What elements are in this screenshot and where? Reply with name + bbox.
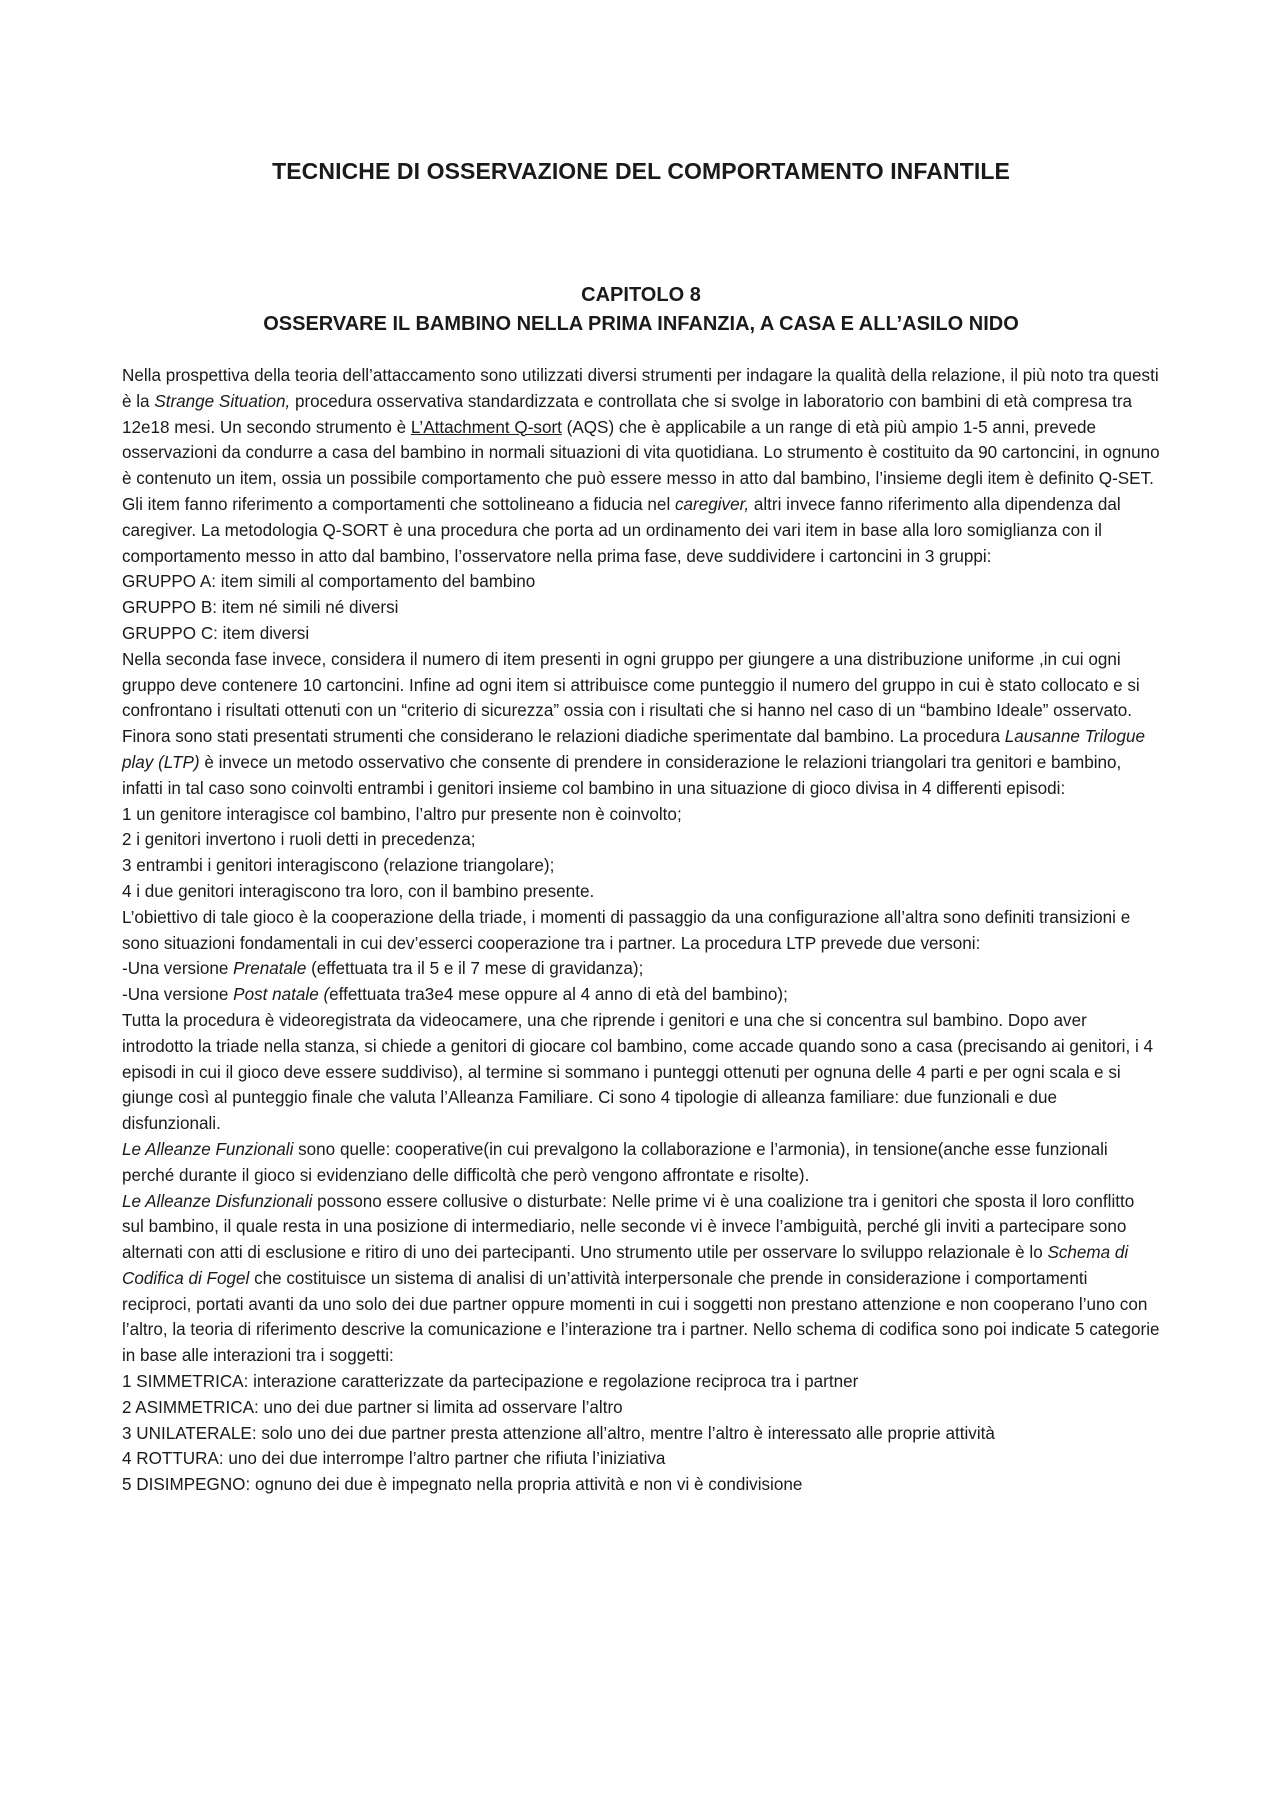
category-item: 4 ROTTURA: uno dei due interrompe l’altro partner che rifiuta l’iniziativa bbox=[122, 1449, 666, 1469]
text-run: -Una versione bbox=[122, 985, 234, 1005]
text-run: (effettuata tra il 5 e il 7 mese di gravidanza); bbox=[306, 959, 644, 979]
body-text bbox=[122, 363, 1160, 1498]
text-run: Nella prospettiva della teoria dell’attaccamento sono utilizzati diversi strumenti per indagare la qualità della relazione, il più noto tra questi è la bbox=[122, 366, 1159, 411]
text-run: Nella seconda fase invece, considera il numero di item presenti in ogni gruppo per giungere a una distribuzione uniforme ,in cui ogni gruppo deve contenere 10 cartoncini. Infine ad ogni item si attribuisce come punteggio il numero del gruppo in cui è stato collocato e si confrontano i risultati ottenuti con un “criterio di sicurezza” ossia con i risultati che si hanno nel caso di un “bambino Ideale” osservato. Finora sono stati presentati strumenti che considerano le relazioni diadiche sperimentate dal bambino. La procedura bbox=[122, 649, 1140, 747]
paragraph-procedure: Tutta la procedura è videoregistrata da videocamere, una che riprende i genitori e una che si concentra sul bambino. Dopo aver introdotto la triade nella stanza, si chiede a genitori di giocare col bambino, come accade quando sono a casa (precisando ai genitori, i 4 episodi in cui il gioco deve essere suddiviso), al termine si sommano i punteggi ottenuti per ognuna delle 4 parti e per ogni scala e si giunge così al punteggio finale che valuta l’Alleanza Familiare. Ci sono 4 tipologie di alleanza familiare: due funzionali e due disfunzionali. bbox=[122, 1010, 1154, 1134]
version-postnatal bbox=[122, 982, 1160, 1008]
group-item: GRUPPO C: item diversi bbox=[122, 623, 310, 643]
paragraph-functional-alliances bbox=[122, 1137, 1160, 1189]
chapter-heading bbox=[122, 281, 1160, 339]
italic-alleanze-disfunzionali: Le Alleanze Disfunzionali bbox=[122, 1191, 313, 1211]
episode-item: 2 i genitori invertono i ruoli detti in precedenza; bbox=[122, 830, 476, 850]
group-item: GRUPPO B: item né simili né diversi bbox=[122, 598, 399, 618]
italic-strange-situation: Strange Situation, bbox=[154, 391, 291, 411]
italic-prenatale: Prenatale bbox=[233, 959, 307, 979]
chapter-title: OSSERVARE IL BAMBINO NELLA PRIMA INFANZIA, A CASA E ALL’ASILO NIDO bbox=[263, 313, 1019, 335]
category-item: 1 SIMMETRICA: interazione caratterizzate da partecipazione e regolazione reciproca tra i partner bbox=[122, 1372, 859, 1392]
text-run: sono quelle: cooperative(in cui prevalgono la collaborazione e l’armonia), in tensione(anche esse funzionali perché durante il gioco si evidenziano delle difficoltà che però vengono affrontate e risolte). bbox=[122, 1139, 1108, 1185]
paragraph-dysfunctional-alliances bbox=[122, 1189, 1160, 1370]
group-item: GRUPPO A: item simili al comportamento del bambino bbox=[122, 572, 536, 592]
italic-alleanze-funzionali: Le Alleanze Funzionali bbox=[122, 1139, 294, 1159]
text-run: procedura osservativa standardizzata e controllata che si svolge in laboratorio con bambini di età compresa tra 12e18 mesi. Un secondo strumento è bbox=[122, 391, 1133, 437]
text-run: altri invece fanno riferimento alla dipendenza dal caregiver. La metodologia Q-SORT è una procedura che porta ad un ordinamento dei vari item in base alla loro somiglianza con il comportamento messo in atto dal bambino, l’osservatore nella prima fase, deve suddividere i cartoncini in 3 gruppi: bbox=[122, 494, 1121, 566]
text-run: è invece un metodo osservativo che consente di prendere in considerazione le relazioni triangolari tra genitori e bambino, infatti in tal caso sono coinvolti entrambi i genitori insieme col bambino in una situazione di gioco divisa in 4 differenti episodi: bbox=[122, 752, 1122, 798]
italic-lausanne-trilogue-play: Lausanne Trilogue play (LTP) bbox=[122, 727, 1146, 772]
text-run: che costituisce un sistema di analisi di un’attività interpersonale che prende in considerazione i comportamenti reciproci, portati avanti da uno solo dei due partner oppure momenti in cui i soggetti non prestano attenzione e non cooperano l’uno con l’altro, la teoria di riferimento descrive la comunicazione e l’interazione tra i partner. Nello schema di codifica sono poi indicate 5 categorie in base alle interazioni tra i soggetti: bbox=[122, 1268, 1160, 1366]
version-prenatal bbox=[122, 956, 1160, 982]
paragraph-q-sort-ltp bbox=[122, 647, 1160, 802]
text-run: (AQS) che è applicabile a un range di età più ampio 1-5 anni, prevede osservazioni da condurre a casa del bambino in normali situazioni di vita quotidiana. Lo strumento è costituito da 90 cartoncini, in ognuno è contenuto un item, ossia un possibile comportamento che può essere messo in atto dal bambino, l’insieme degli item è definito Q-SET. Gli item fanno riferimento a comportamenti che sottolineano a fiducia nel bbox=[122, 417, 1160, 514]
episode-item: 1 un genitore interagisce col bambino, l’altro pur presente non è coinvolto; bbox=[122, 804, 682, 824]
paragraph-ltp-objective: L’obiettivo di tale gioco è la cooperazione della triade, i momenti di passaggio da una configurazione all’altra sono definiti transizioni e sono situazioni fondamentali in cui dev’esserci cooperazione tra i partner. La procedura LTP prevede due versoni: bbox=[122, 907, 1131, 953]
episode-item: 4 i due genitori interagiscono tra loro, con il bambino presente. bbox=[122, 881, 595, 901]
document-title: TECNICHE DI OSSERVAZIONE DEL COMPORTAMENTO INFANTILE bbox=[272, 158, 1010, 184]
text-run: effettuata tra3e4 mese oppure al 4 anno di età del bambino); bbox=[329, 985, 788, 1005]
italic-schema-fogel: Schema di Codifica di Fogel bbox=[122, 1243, 1129, 1288]
category-item: 3 UNILATERALE: solo uno dei due partner presta attenzione all’altro, mentre l’altro è interessato alle proprie attività bbox=[122, 1423, 995, 1443]
category-item: 5 DISIMPEGNO: ognuno dei due è impegnato nella propria attività e non vi è condivisione bbox=[122, 1475, 803, 1495]
chapter-number: CAPITOLO 8 bbox=[581, 284, 701, 306]
underlined-attachment-q-sort: L’Attachment Q-sort bbox=[410, 417, 562, 437]
episode-item: 3 entrambi i genitori interagiscono (relazione triangolare); bbox=[122, 856, 555, 876]
italic-post-natale: Post natale ( bbox=[233, 985, 330, 1005]
category-item: 2 ASIMMETRICA: uno dei due partner si limita ad osservare l’altro bbox=[122, 1397, 623, 1417]
text-run: possono essere collusive o disturbate: Nelle prime vi è una coalizione tra i genitori che sposta il loro conflitto sul bambino, il quale resta in una posizione di intermediario, nelle seconde vi è invece l’ambiguità, perché gli inviti a partecipare sono alternati con atti di esclusione e ritiro di uno dei partecipanti. Uno strumento utile per osservare lo sviluppo relazionale è lo bbox=[122, 1191, 1135, 1263]
paragraph-attachment-tools bbox=[122, 363, 1160, 569]
text-run: -Una versione bbox=[122, 959, 234, 979]
italic-caregiver: caregiver, bbox=[675, 494, 750, 514]
